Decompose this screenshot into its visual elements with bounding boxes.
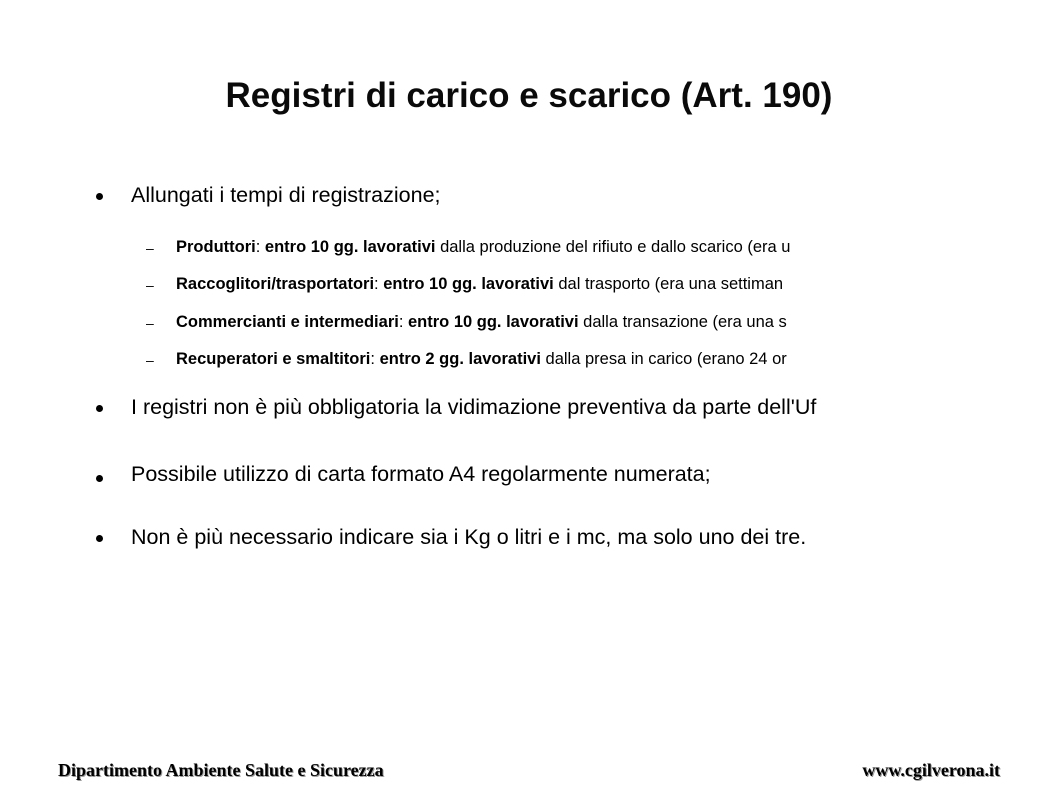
sub-item-separator: :: [374, 275, 384, 293]
sub-item-rest: dal trasporto (era una settiman: [553, 275, 784, 293]
dash-icon: –: [146, 315, 154, 331]
bullet-dot-icon: [96, 475, 103, 482]
sub-item-separator: :: [398, 313, 408, 331]
sub-item-deadline: entro 10 gg. lavorativi: [383, 275, 554, 293]
dash-icon: –: [146, 352, 154, 368]
sub-item-role: Commercianti e intermediari: [176, 313, 399, 331]
bullet-text: Non è più necessario indicare sia i Kg o litri e i mc, ma solo uno dei tre.: [131, 525, 807, 549]
sub-item-text: [176, 274, 783, 294]
sub-item-deadline: entro 10 gg. lavorativi: [264, 238, 436, 256]
sub-item-text: [176, 237, 790, 257]
bullet-text: Allungati i tempi di registrazione;: [131, 183, 441, 207]
dash-icon: –: [146, 277, 154, 293]
bullet-text: Possibile utilizzo di carta formato A4 regolarmente numerata;: [131, 462, 711, 486]
sub-item-rest: dalla produzione del rifiuto e dallo scarico (era u: [435, 238, 791, 256]
sub-item-text: [176, 312, 787, 332]
sub-item-rest: dalla presa in carico (erano 24 or: [540, 350, 787, 368]
bullet-dot-icon: [96, 193, 103, 200]
sub-item-deadline: entro 10 gg. lavorativi: [408, 313, 579, 331]
slide-title: Registri di carico e scarico (Art. 190): [225, 76, 833, 115]
footer-department: Dipartimento Ambiente Salute e Sicurezza: [58, 760, 384, 780]
footer-website: www.cgilverona.it: [862, 760, 1000, 780]
sub-item-role: Produttori: [176, 238, 256, 256]
sub-item-deadline: entro 2 gg. lavorativi: [379, 350, 541, 368]
sub-item-separator: :: [255, 238, 265, 256]
bullet-text: I registri non è più obbligatoria la vidimazione preventiva da parte dell'Uf: [131, 395, 817, 419]
sub-item-role: Raccoglitori/trasportatori: [176, 275, 375, 293]
sub-item-role: Recuperatori e smaltitori: [176, 350, 371, 368]
sub-item-separator: :: [370, 350, 380, 368]
sub-item-text: [176, 349, 787, 369]
bullet-dot-icon: [96, 535, 103, 542]
sub-item-rest: dalla transazione (era una s: [578, 313, 787, 331]
dash-icon: –: [146, 240, 154, 256]
bullet-dot-icon: [96, 405, 103, 412]
